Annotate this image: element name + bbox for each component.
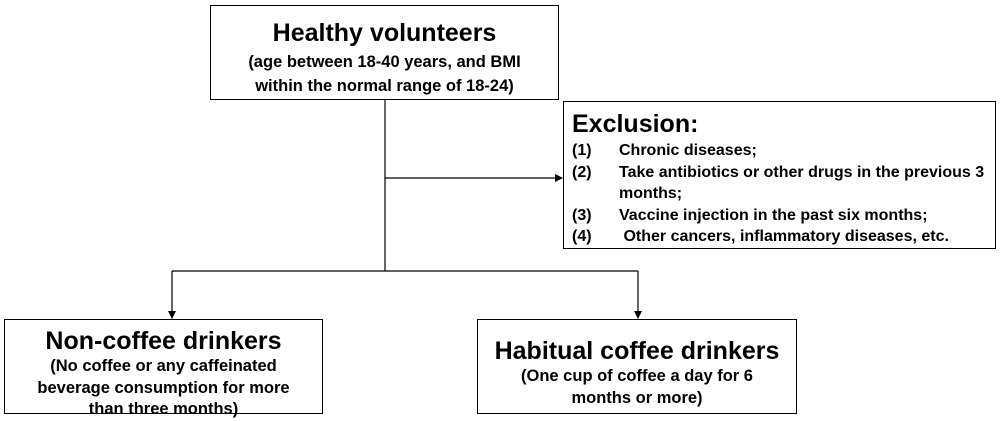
exclusion-item-number: (4) — [572, 228, 592, 245]
exclusion-item-number: (2) — [572, 163, 592, 181]
healthy-volunteers-title: Healthy volunteers — [272, 19, 497, 47]
healthy-volunteers-criteria-line1: (age between 18-40 years, and BMI — [248, 53, 521, 71]
exclusion-item-number: (1) — [572, 142, 592, 159]
exclusion-item-text: Take antibiotics or other drugs in the previous 3 months; — [619, 163, 985, 202]
non-coffee-drinkers-criteria-line3: than three months) — [88, 400, 239, 418]
healthy-volunteers-box — [210, 5, 559, 100]
habitual-coffee-drinkers-title: Habitual coffee drinkers — [494, 337, 780, 365]
exclusion-item — [572, 162, 989, 205]
healthy-volunteers-criteria-line2: within the normal range of 18-24) — [255, 77, 514, 95]
exclusion-item-number: (3) — [572, 206, 592, 224]
habitual-coffee-drinkers-criteria-line1: (One cup of coffee a day for 6 — [521, 367, 753, 385]
exclusion-box — [563, 101, 996, 249]
exclusion-item — [572, 226, 989, 248]
exclusion-item-text: Vaccine injection in the past six months; — [619, 206, 928, 224]
exclusion-item — [572, 140, 989, 162]
non-coffee-drinkers-title: Non-coffee drinkers — [45, 327, 282, 355]
non-coffee-drinkers-criteria-line2: beverage consumption for more — [37, 378, 290, 397]
exclusion-title: Exclusion: — [572, 110, 699, 138]
non-coffee-drinkers-box — [4, 319, 323, 418]
exclusion-item-text: Chronic diseases; — [619, 142, 757, 159]
exclusion-item-text: Other cancers, inflammatory diseases, etc. — [619, 228, 949, 245]
habitual-coffee-drinkers-criteria-line2: months or more) — [571, 388, 703, 407]
exclusion-item — [572, 205, 989, 227]
habitual-coffee-drinkers-box — [477, 319, 797, 414]
non-coffee-drinkers-criteria-line1: (No coffee or any caffeinated — [50, 357, 277, 375]
